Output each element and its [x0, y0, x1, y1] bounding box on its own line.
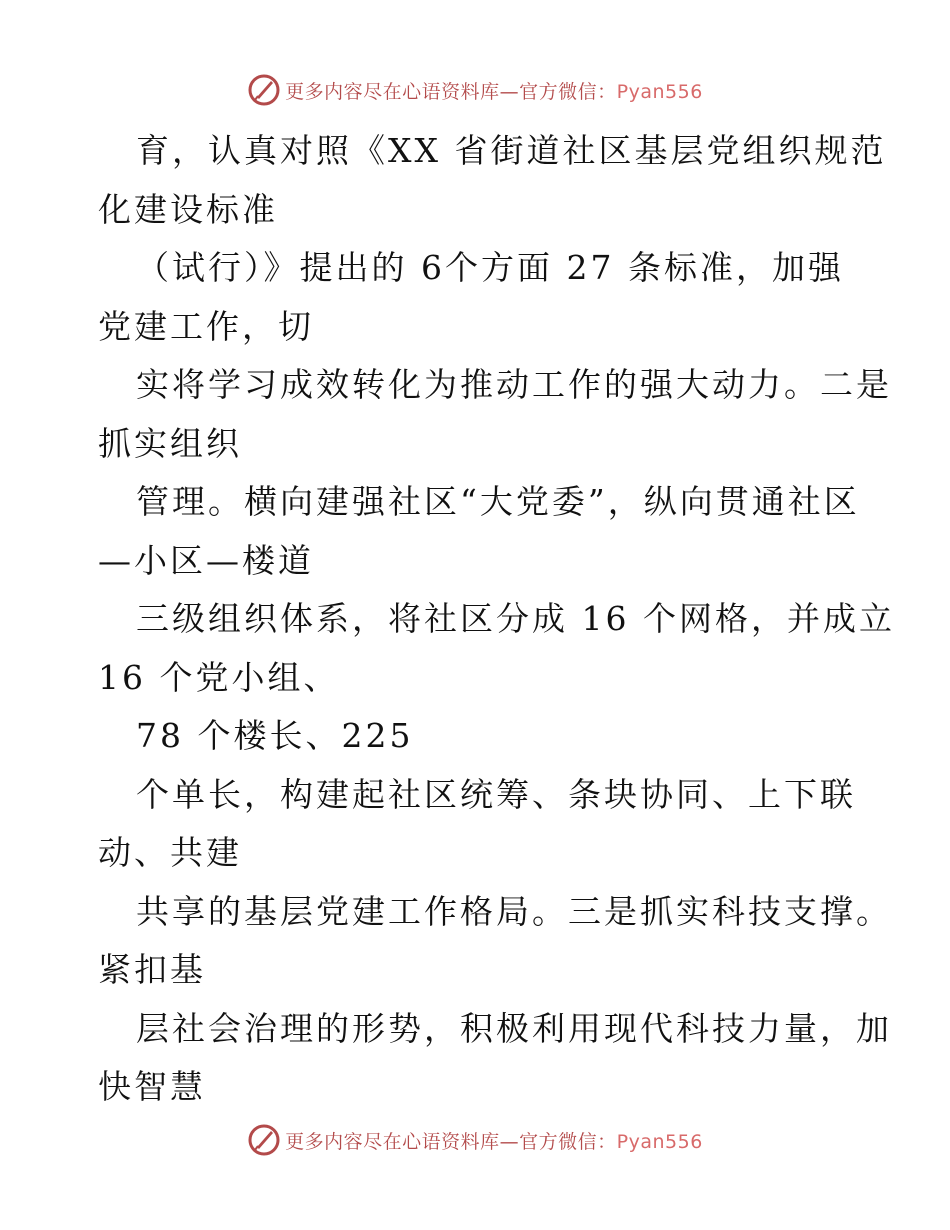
body-line-9: 三级组织体系，将社区分成 16 个网格，并成立	[136, 599, 895, 638]
body-line-8: —小区—楼道	[98, 540, 314, 580]
body-line-10: 16 个党小组、	[98, 657, 340, 697]
footer-banner	[0, 1120, 950, 1160]
document-body	[98, 122, 895, 1117]
body-line-12: 个单长，构建起社区统筹、条块协同、上下联	[136, 774, 856, 814]
body-line-3: （试行）》提出的 6个方面 27 条标准，加强	[136, 248, 844, 287]
body-line-15: 紧扣基	[98, 950, 206, 989]
footer-wechat-id: Pyan556	[616, 1130, 703, 1153]
body-line-7: 管理。横向建强社区“大党委”，纵向贯通社区	[136, 482, 860, 521]
body-line-17: 快智慧	[98, 1067, 206, 1106]
header-banner	[0, 70, 950, 110]
body-line-6: 抓实组织	[98, 423, 242, 463]
body-line-16: 层社会治理的形势，积极利用现代科技力量，加	[136, 1008, 892, 1048]
body-line-4: 党建工作，切	[98, 306, 314, 346]
body-line-11: 78 个楼长、225	[136, 716, 414, 755]
body-line-1: 育，认真对照《XX 省街道社区基层党组织规范	[136, 131, 887, 170]
header-wechat-id: Pyan556	[616, 80, 703, 103]
body-line-13: 动、共建	[98, 833, 242, 872]
body-line-5: 实将学习成效转化为推动工作的强大动力。二是	[136, 365, 892, 404]
footer-banner-text: 更多内容尽在心语资料库—官方微信：Pyan556	[285, 1130, 703, 1153]
quill-circle-icon	[247, 1123, 281, 1157]
body-line-2: 化建设标准	[98, 189, 278, 229]
quill-circle-icon	[247, 73, 281, 107]
header-banner-text: 更多内容尽在心语资料库—官方微信：Pyan556	[285, 80, 703, 103]
body-line-14: 共享的基层党建工作格局。三是抓实科技支撑。	[136, 891, 892, 931]
